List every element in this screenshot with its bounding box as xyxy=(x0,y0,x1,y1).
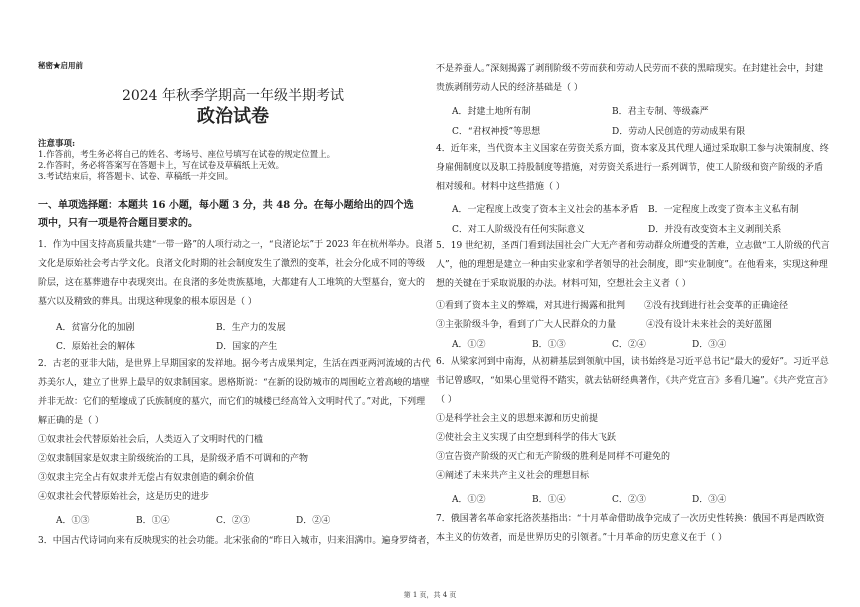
q2-option-b: B．①④ xyxy=(136,516,170,526)
exam-title: 2024 年秋季学期高一年级半期考试 xyxy=(121,88,345,104)
notes-line: 2.作答时，务必将答案写在答题卡上，写在试卷及草稿纸上无效。 xyxy=(38,161,285,171)
q1-option-c: C．原始社会的解体 xyxy=(56,342,135,352)
q5-line: 想的关键在于采取说服的办法。材料可知，空想社会主义者（ ） xyxy=(436,279,691,289)
notes-line: 3.考试结束后，将答题卡、试卷、草稿纸一并交回。 xyxy=(38,172,234,182)
q2-item: ④奴隶社会代替原始社会，这是历史的进步 xyxy=(38,492,210,502)
q1-option-d: D．国家的产生 xyxy=(216,342,278,352)
q1-line: 墓穴以及精致的葬具。出现这种现象的根本原因是（ ） xyxy=(38,297,257,307)
q2-option-d: D．②④ xyxy=(296,516,331,526)
q2-line: 并非无故：它们的堑壕成了氏族制度的墓穴，而它们的城楼已经高耸入文明时代了。”对此，下列理 xyxy=(38,397,426,407)
q3-option-a: A．封建土地所有制 xyxy=(452,107,531,117)
q6-option-b: B．①④ xyxy=(532,495,566,505)
q2-line: 2．古老的亚非大陆，是世界上早期国家的发祥地。据今考古成果判定，生活在西亚两河流域的古代 xyxy=(38,359,431,369)
q6-option-c: C．②③ xyxy=(612,495,646,505)
page-footer: 第 1 页，共 4 页 xyxy=(403,591,457,599)
q4-option-d: D．并没有改变资本主义剥削关系 xyxy=(648,225,782,235)
q1-line: 文化是原始社会考古学文化。良渚文化时期的社会制度发生了激烈的变革，社会分化成不同的等级 xyxy=(38,259,426,269)
q1-option-b: B．生产力的发展 xyxy=(216,323,286,333)
q3-line: 贵族剥削劳动人民的经济基础是（ ） xyxy=(436,83,583,93)
q6-line: 书记曾感叹，“如果心里觉得不踏实，就去钻研经典著作，《共产党宣言》多看几遍”。《共产党宣言》 xyxy=(436,376,833,386)
section-heading: 一、单项选择题：本题共 16 小题，每小题 3 分，共 48 分。在每小题给出的四个选 xyxy=(38,200,414,211)
notes-title: 注意事项: xyxy=(38,139,76,149)
q5-option-b: B．①③ xyxy=(532,340,566,350)
q6-item: ②使社会主义实现了由空想到科学的伟大飞跃 xyxy=(436,433,617,443)
q3-option-c: C．“君权神授”等思想 xyxy=(452,127,541,137)
q2-line: 苏美尔人，建立了世界上最早的奴隶制国家。恩格斯说：“在新的设防城市的周围屹立着高峻的墙壁 xyxy=(38,378,430,388)
q1-line: 阶层，这在墓葬遗存中表现突出。在良渚的多处贵族墓地，大都建有人工堆筑的大型墓台，宽大的 xyxy=(38,278,426,288)
q2-item: ①奴隶社会代替原始社会后，人类迈入了文明时代的门槛 xyxy=(38,435,264,445)
q5-item: ①看到了资本主义的弊端，对其进行揭露和批判 xyxy=(436,301,626,311)
q6-line: 6．从梁家河到中南海，从初耕基层到领航中国，读书始终是习近平总书记“最大的爱好”。习近平总 xyxy=(436,357,829,367)
q2-item: ③奴隶主完全占有奴隶并无偿占有奴隶创造的剩余价值 xyxy=(38,473,255,483)
q4-option-b: B．一定程度上改变了资本主义私有制 xyxy=(648,205,799,215)
q2-option-a: A．①③ xyxy=(56,516,90,526)
q2-line: 解正确的是（ ） xyxy=(38,416,104,426)
q3-option-d: D．劳动人民创造的劳动成果有限 xyxy=(612,127,746,137)
q6-item: ③宣告资产阶级的灭亡和无产阶级的胜利是同样不可避免的 xyxy=(436,452,671,462)
q2-item: ②奴隶制国家是奴隶主阶级统治的工具，是阶级矛盾不可调和的产物 xyxy=(38,454,309,464)
q4-line: 4．近年来，当代资本主义国家在劳资关系方面，资本家及其代理人通过采取职工参与决策制度、终 xyxy=(436,144,829,154)
q3-line: 不是养蚕人。”深刻揭露了剥削阶级不劳而获和劳动人民劳而不获的黑暗现实。在封建社会中，封建 xyxy=(436,64,824,74)
q5-option-a: A．①② xyxy=(452,340,486,350)
q5-item: ③主张阶级斗争，看到了广大人民群众的力量 xyxy=(436,320,617,330)
q2-option-c: C．②③ xyxy=(216,516,250,526)
q7-line: 7．俄国著名革命家托洛茨基指出：“十月革命借助战争完成了一次历史性转换：俄国不再是西欧资 xyxy=(436,514,825,524)
q5-option-d: D．③④ xyxy=(692,340,727,350)
q5-line: 人”，他的理想是建立一种由实业家和学者领导的社会制度，即“实业制度”。在他看来，实现这种理 xyxy=(436,260,828,270)
secret-label: 秘密★启用前 xyxy=(38,61,83,70)
q7-line: 本主义的仿效者，而是世界历史的引领者。”十月革命的历史意义在于（ ） xyxy=(436,533,727,543)
q4-option-c: C．对工人阶级没有任何实际意义 xyxy=(452,225,585,235)
q4-line: 身雇佣制度以及职工持股制度等措施，对劳资关系进行一系列调节，使工人阶级和资产阶级的矛盾 xyxy=(436,163,824,173)
q6-item: ①是科学社会主义的思想来源和历史前提 xyxy=(436,414,599,424)
q1-option-a: A．贫富分化的加剧 xyxy=(56,323,135,333)
q6-item: ④阐述了未来共产主义社会的理想目标 xyxy=(436,471,590,481)
q1-line: 1．作为中国支持高质量共建“一带一路”的人项行动之一，“良渚论坛”于 2023 年在杭州举办。良渚 xyxy=(38,240,433,250)
section-heading: 项中，只有一项是符合题目要求的。 xyxy=(38,218,198,229)
q3-option-b: B．君主专制、等级森严 xyxy=(612,107,709,117)
q5-line: 5．19 世纪初，圣西门看到法国社会广大无产者和劳动群众所遭受的苦难，立志做“工人阶级的代言 xyxy=(436,241,830,251)
q5-option-c: C．②④ xyxy=(612,340,646,350)
q5-item: ④没有设计未来社会的美好蓝图 xyxy=(646,320,773,330)
subject-title: 政治试卷 xyxy=(197,106,269,127)
notes-line: 1.作答前，考生务必将自己的姓名、考场号、座位号填写在试卷的规定位置上。 xyxy=(38,150,336,160)
q6-line: （ ） xyxy=(436,395,457,405)
q6-option-a: A．①② xyxy=(452,495,486,505)
q4-option-a: A．一定程度上改变了资本主义社会的基本矛盾 xyxy=(452,205,639,215)
q6-option-d: D．③④ xyxy=(692,495,727,505)
q3-line: 3．中国古代诗词向来有反映现实的社会功能。北宋张俞的“昨日入城市，归来泪满巾。遍身罗绮者， xyxy=(38,536,436,546)
q4-line: 相对缓和。材料中这些措施（ ） xyxy=(436,182,565,192)
q5-item: ②没有找到进行社会变革的正确途径 xyxy=(644,301,789,311)
